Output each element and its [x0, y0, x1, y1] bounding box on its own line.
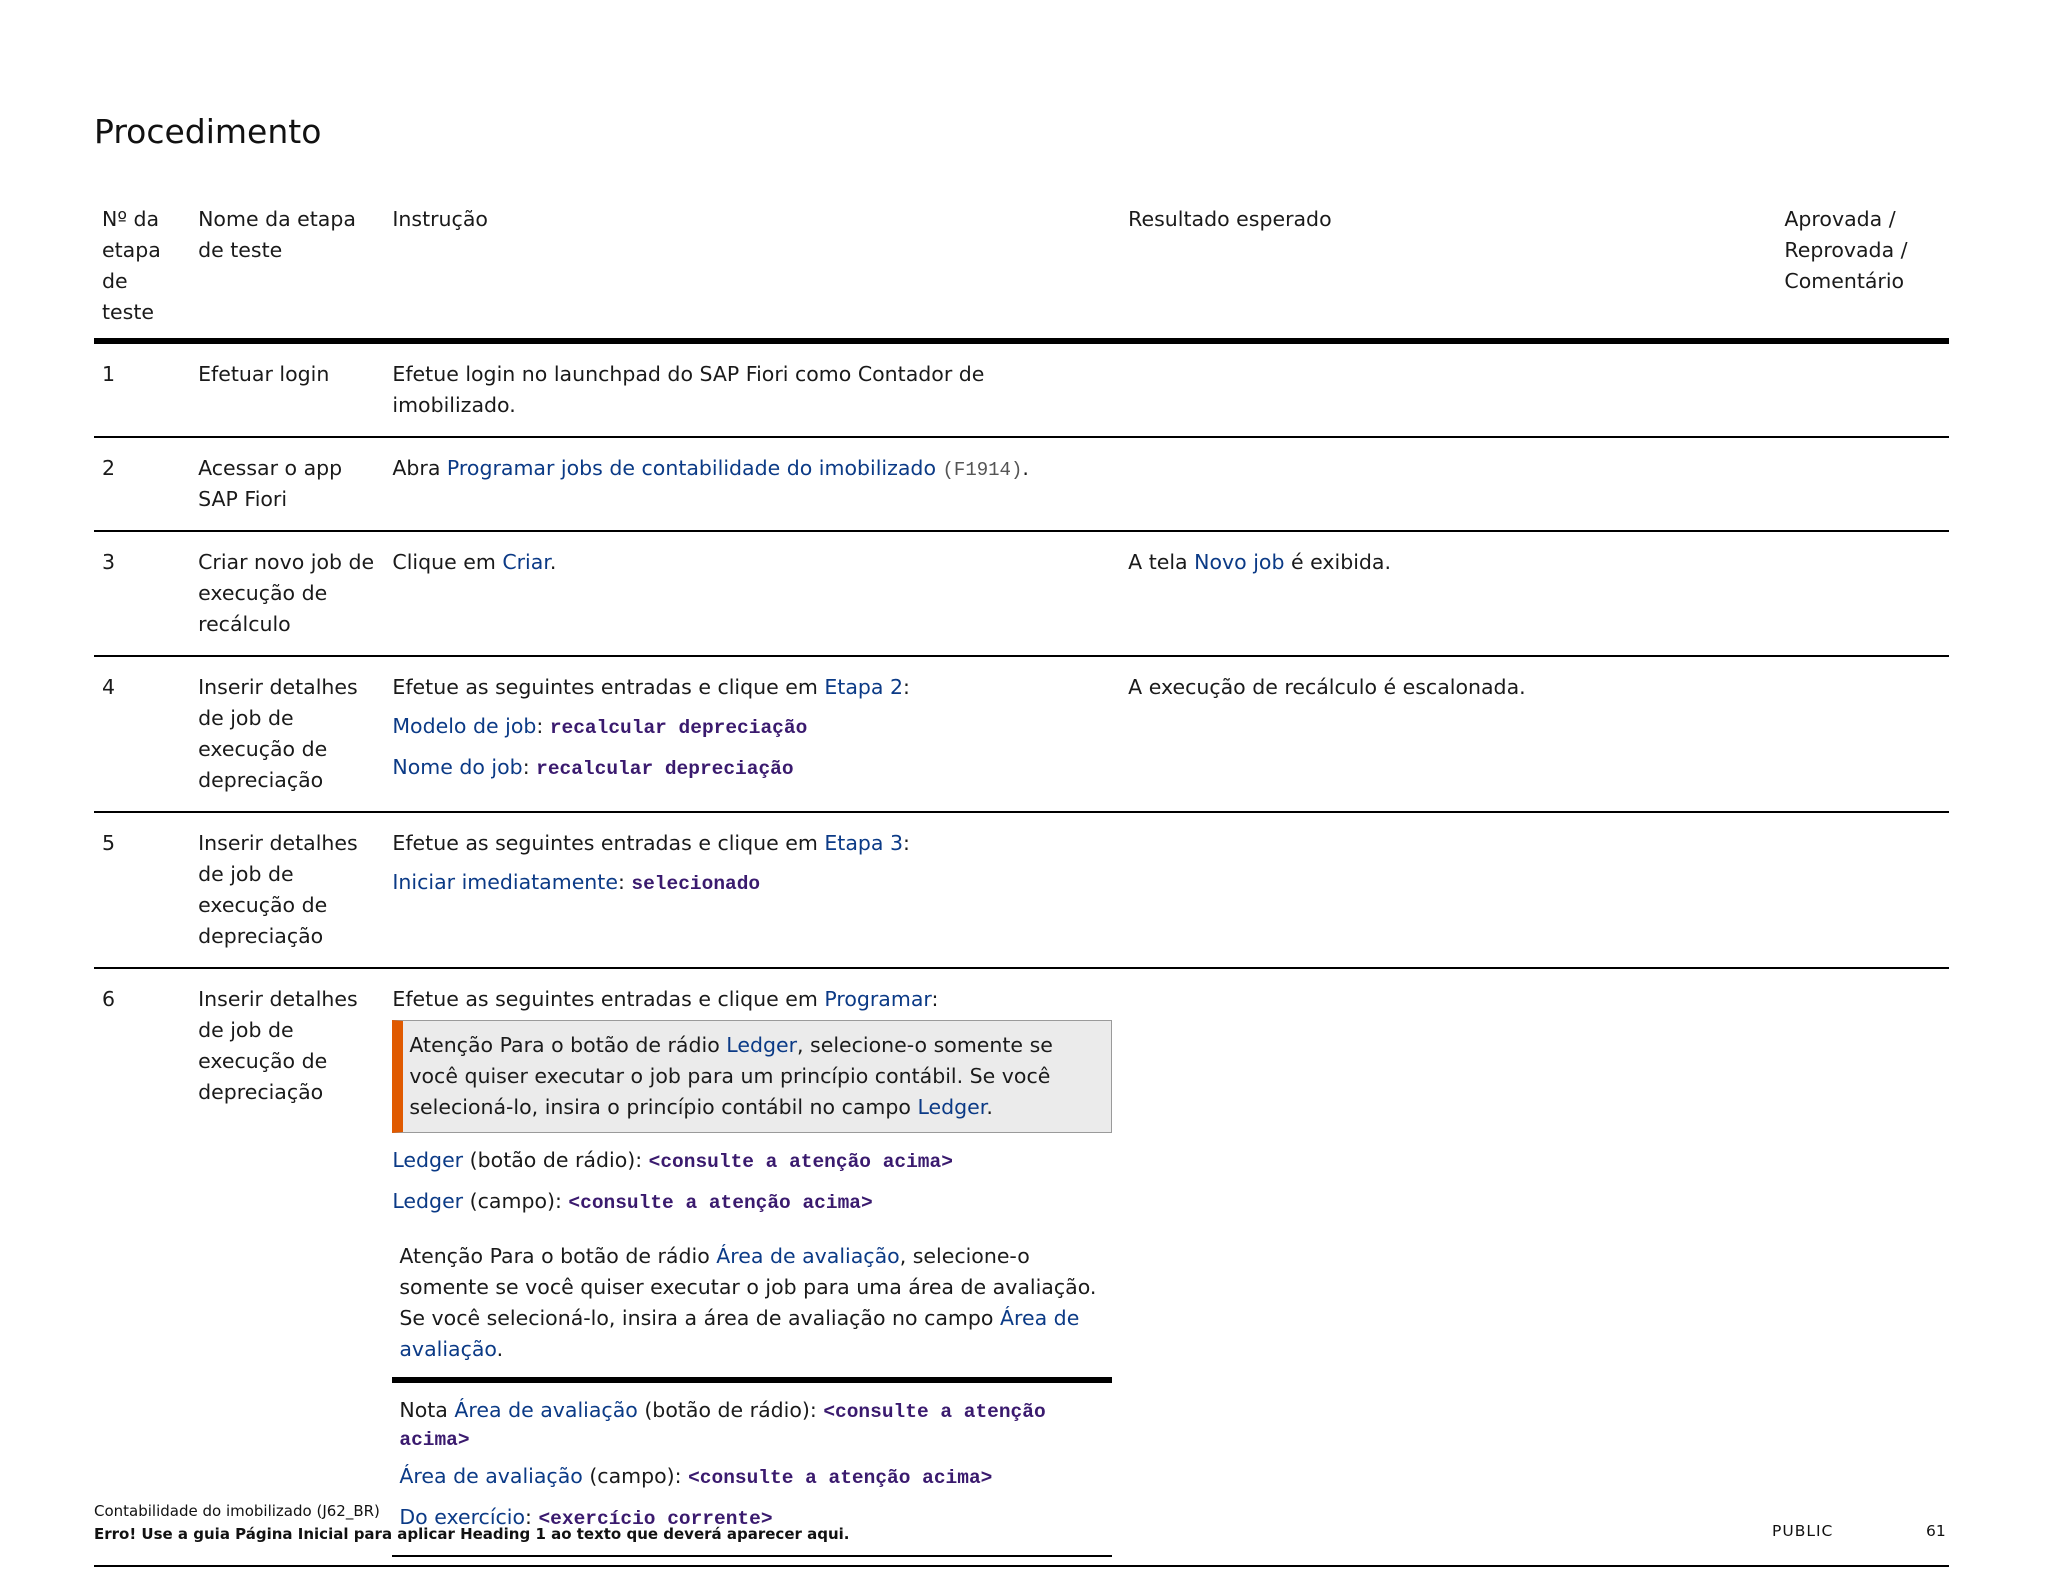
field-label-suffix: (botão de rádio): [637, 1398, 824, 1422]
step-result [1776, 812, 1949, 968]
field-value: <consulte a atenção acima> [399, 1401, 1046, 1451]
field-value: recalcular depreciação [536, 758, 794, 780]
field-value: <consulte a atenção acima> [568, 1192, 873, 1214]
field-label-suffix: (botão de rádio): [463, 1148, 649, 1172]
attention-text: , selecione-o somente se você quiser executar o job para uma área de avaliação. Se você selecioná-lo, insira a área de avaliação no campo [399, 1244, 1097, 1330]
attention-text: Atenção Para o botão de rádio [409, 1033, 727, 1057]
step-number: 4 [94, 656, 190, 812]
attention-note [392, 1231, 1112, 1383]
instruction-text: Efetue as seguintes entradas e clique em [392, 987, 825, 1011]
field-label-ledger-field: Ledger [392, 1189, 464, 1213]
footer-error-text: Erro! Use a guia Página Inicial para aplicar Heading 1 ao texto que deverá aparecer aqui. [94, 1525, 850, 1543]
field-value: <consulte a atenção acima> [688, 1467, 993, 1489]
field-label-suffix: (campo): [582, 1464, 689, 1488]
step-result [1776, 531, 1949, 656]
create-button-ref: Criar [502, 550, 550, 574]
instruction-text: Clique em [392, 550, 503, 574]
field-entry [399, 1397, 1106, 1453]
schedule-button-ref: Programar [824, 987, 932, 1011]
field-label-area-radio: Área de avaliação [454, 1398, 638, 1422]
instruction-line [392, 672, 1112, 703]
step-expected [1120, 968, 1776, 1566]
page-title: Procedimento [94, 112, 322, 151]
step-instruction [384, 531, 1120, 656]
field-value: <exercício corrente> [538, 1508, 773, 1530]
header-expected-result: Resultado esperado [1120, 200, 1776, 341]
field-label-job-name: Nome do job [392, 755, 523, 779]
table-row [94, 812, 1949, 968]
header-approval: Aprovada / Reprovada / Comentário [1776, 200, 1949, 341]
procedure-table [94, 200, 1949, 1567]
instruction-suffix: . [1022, 456, 1029, 480]
expected-text: A tela [1128, 550, 1195, 574]
step-name: Acessar o app SAP Fiori [190, 437, 384, 531]
instruction-text: Efetue as seguintes entradas e clique em [392, 675, 825, 699]
step-number: 1 [94, 341, 190, 437]
footer-classification: PUBLIC [1772, 1522, 1834, 1540]
valuation-area-ref: Área de avaliação [399, 1306, 1080, 1361]
step-result [1776, 656, 1949, 812]
app-name-link[interactable]: Programar jobs de contabilidade do imobilizado [446, 456, 936, 480]
table-row [94, 437, 1949, 531]
table-row [94, 656, 1949, 812]
step-instruction [384, 968, 1120, 1566]
header-step-no: Nº da etapa de teste [94, 200, 190, 341]
field-value: recalcular depreciação [549, 717, 808, 739]
field-value: <consulte a atenção acima> [648, 1151, 953, 1173]
expected-suffix: é exibida. [1284, 550, 1391, 574]
attention-callout [392, 1020, 1112, 1133]
field-value: selecionado [631, 873, 761, 895]
footer-page-number: 61 [1926, 1522, 1946, 1540]
instruction-suffix: : [903, 675, 910, 699]
step-expected [1120, 341, 1776, 437]
step-name: Efetuar login [190, 341, 384, 437]
step-instruction [384, 656, 1120, 812]
step-name: Inserir detalhes de job de execução de depreciação [190, 968, 384, 1566]
step-expected [1120, 812, 1776, 968]
field-label-start-immediately: Iniciar imediatamente [392, 870, 618, 894]
table-row [94, 531, 1949, 656]
step-result [1776, 341, 1949, 437]
step-instruction [384, 437, 1120, 531]
table-row [94, 341, 1949, 437]
footer-doc-name: Contabilidade do imobilizado (J62_BR) [94, 1502, 380, 1520]
ledger-ref: Ledger [917, 1095, 987, 1119]
step-instruction [384, 812, 1120, 968]
attention-text: Atenção Para o botão de rádio [399, 1244, 717, 1268]
step-number: 2 [94, 437, 190, 531]
field-entry: Modelo de job: recalcular depreciação [392, 714, 808, 739]
instruction-suffix: : [931, 987, 939, 1011]
new-job-screen-ref: Novo job [1194, 550, 1285, 574]
footer [94, 1500, 850, 1546]
note-label: Nota [399, 1398, 455, 1422]
step-name: Criar novo job de execução de recálculo [190, 531, 384, 656]
field-entry [392, 1145, 1112, 1178]
field-entry [399, 1461, 1106, 1494]
step-result [1776, 437, 1949, 531]
app-id-code: (F1914) [942, 459, 1023, 481]
field-entry [392, 1186, 1112, 1219]
step-instruction: Efetue login no launchpad do SAP Fiori como Contador de imobilizado. [384, 341, 1120, 437]
field-label-ledger-radio: Ledger [392, 1148, 464, 1172]
header-step-name: Nome da etapa de teste [190, 200, 384, 341]
attention-text: , selecione-o somente se você quiser executar o job para um princípio contábil. Se você selecioná-lo, insira o princípio contábil no campo [409, 1033, 1053, 1119]
step2-button-ref: Etapa 2 [824, 675, 904, 699]
instruction-suffix: . [549, 550, 557, 574]
attention-text: . [496, 1337, 504, 1361]
table-header-row [94, 200, 1949, 341]
step-number: 6 [94, 968, 190, 1566]
step-number: 3 [94, 531, 190, 656]
attention-text: . [986, 1095, 993, 1119]
header-instruction: Instrução [384, 200, 1120, 341]
step-number: 5 [94, 812, 190, 968]
table-row [94, 968, 1949, 1566]
field-entry: Iniciar imediatamente: selecionado [392, 870, 761, 895]
instruction-line [392, 984, 1112, 1015]
step-expected [1120, 531, 1776, 656]
step-expected [1120, 437, 1776, 531]
step3-button-ref: Etapa 3 [824, 831, 904, 855]
field-label-fiscal-year: Do exercício [399, 1505, 526, 1529]
field-label-job-template: Modelo de job [392, 714, 537, 738]
instruction-text: Efetue as seguintes entradas e clique em [392, 831, 825, 855]
field-entry: Nome do job: recalcular depreciação [392, 755, 794, 780]
instruction-text: Abra [392, 456, 447, 480]
step-expected: A execução de recálculo é escalonada. [1120, 656, 1776, 812]
step-name: Inserir detalhes de job de execução de depreciação [190, 656, 384, 812]
step-name: Inserir detalhes de job de execução de depreciação [190, 812, 384, 968]
step-result [1776, 968, 1949, 1566]
instruction-suffix: : [903, 831, 910, 855]
ledger-ref: Ledger [726, 1033, 798, 1057]
field-label-suffix: : [525, 1505, 539, 1529]
instruction-line [392, 828, 1112, 859]
field-label-area-field: Área de avaliação [399, 1464, 583, 1488]
valuation-area-ref: Área de avaliação [716, 1244, 900, 1268]
field-label-suffix: (campo): [463, 1189, 569, 1213]
